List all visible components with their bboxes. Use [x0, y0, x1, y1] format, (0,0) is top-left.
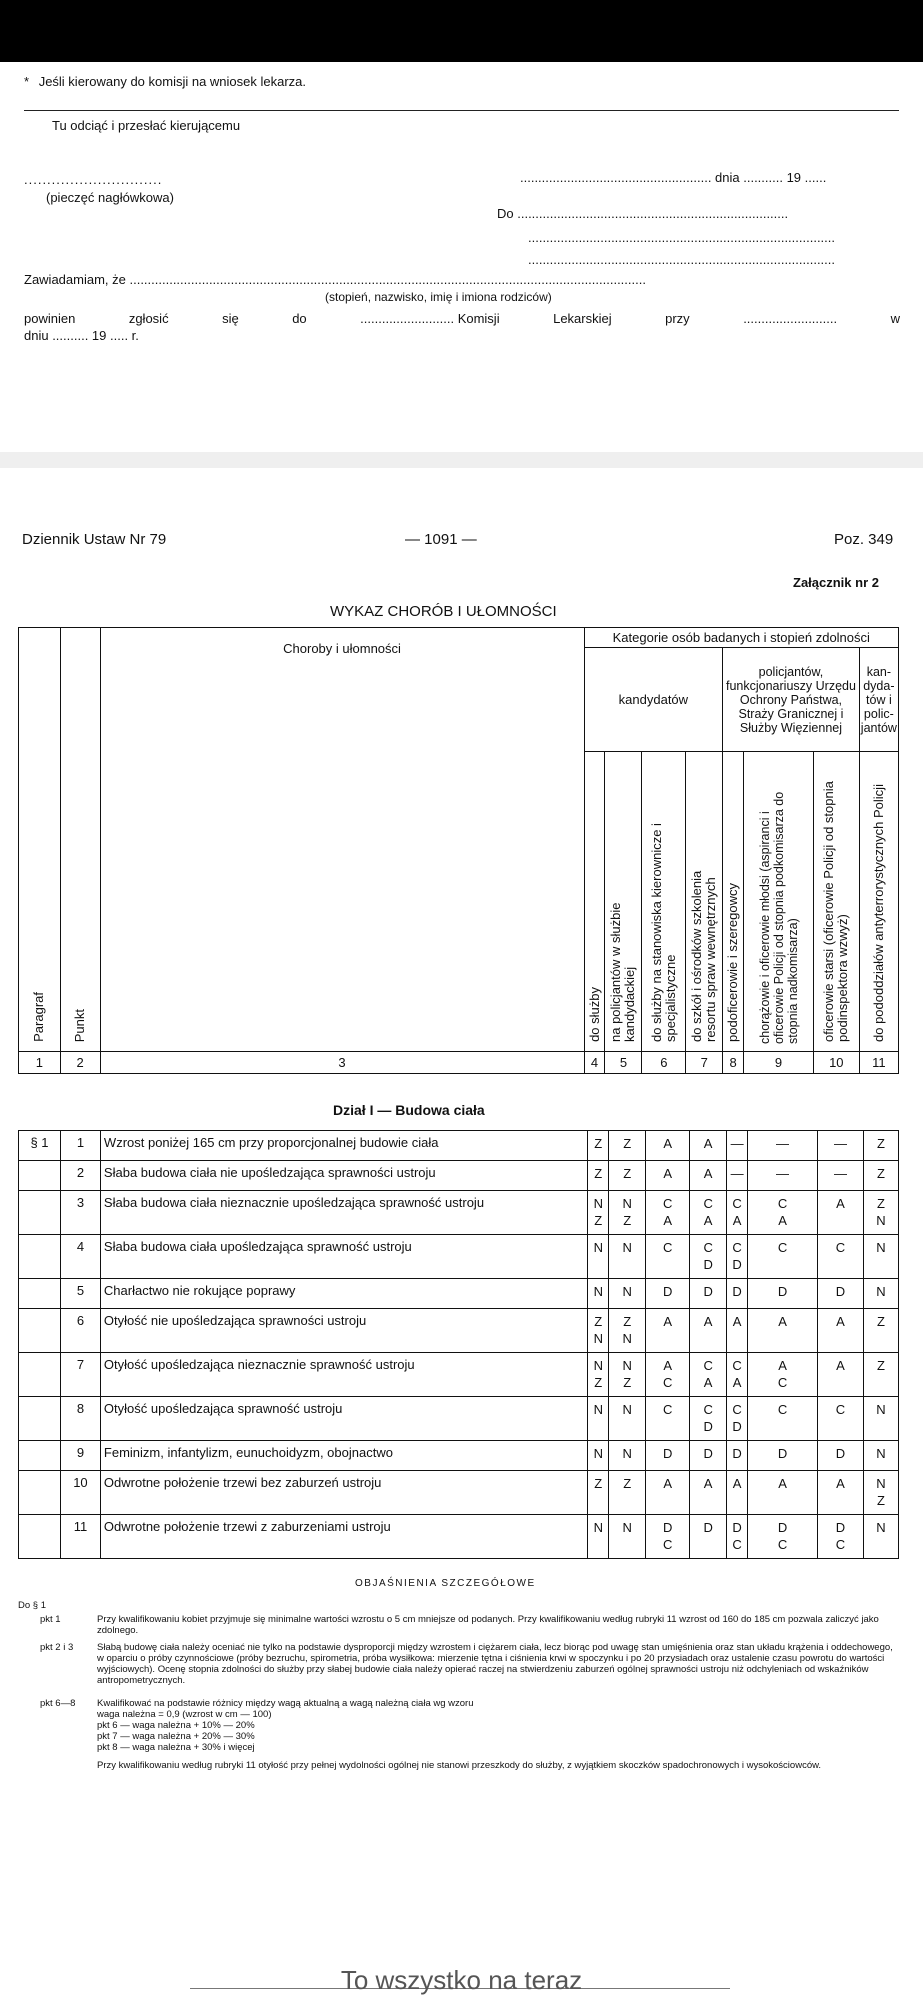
disease-name: Otyłość upośledzająca nieznacznie sprawność ustroju [100, 1353, 587, 1397]
point-cell: 5 [60, 1279, 100, 1309]
footnote [24, 74, 306, 89]
grade-cell: D [818, 1441, 864, 1471]
point-cell: 9 [60, 1441, 100, 1471]
grade-cell: D [748, 1441, 818, 1471]
disease-name: Odwrotne położenie trzewi z zaburzeniami ustroju [100, 1515, 587, 1559]
grade-cell: A [690, 1309, 727, 1353]
explanation-label: pkt 1 [40, 1614, 61, 1625]
col7-header: do szkół i ośrodków szkolenia resortu spraw wewnętrznych [686, 752, 723, 1052]
col8-header: podoficerowie i szeregowcy [723, 752, 744, 1052]
grade-cell: A [690, 1131, 727, 1161]
grade-cell: N [588, 1515, 609, 1559]
page-separator [0, 452, 923, 468]
grade-cell: D [748, 1279, 818, 1309]
grade-cell: A [727, 1471, 748, 1515]
addressee-line-3: ..................................................................................... [528, 252, 836, 267]
counter-terrorism-header: kan-dyda-tów i polic-jantów [859, 648, 898, 752]
column-number: 1 [19, 1052, 61, 1074]
final-note: Przy kwalifikowaniu według rubryki 11 otyłość przy pełnej wydolności ogólnej nie stanowi przeszkody do służby, z wyjątkiem skoczków spadochronowych i wysokościowców. [97, 1760, 822, 1771]
grade-cell: N Z [588, 1191, 609, 1235]
grade-cell: D [727, 1279, 748, 1309]
diseases-header: Choroby i ułomności [100, 628, 584, 1052]
point-cell: 8 [60, 1397, 100, 1441]
grade-cell: A [818, 1309, 864, 1353]
grade-cell: D [646, 1441, 690, 1471]
grade-cell: N [588, 1279, 609, 1309]
grade-cell: D C [727, 1515, 748, 1559]
date-line: ..................................................... dnia ........... 19 ...... [520, 170, 827, 185]
screen-top-bar [0, 0, 923, 62]
grade-cell: C D [690, 1397, 727, 1441]
grade-cell: N [863, 1515, 898, 1559]
grade-cell: Z [863, 1161, 898, 1191]
grade-cell: A [727, 1309, 748, 1353]
diseases-table [18, 1130, 899, 1559]
formula-line: pkt 8 — waga należna + 30% i więcej [97, 1742, 255, 1753]
grade-cell: A [818, 1191, 864, 1235]
grade-cell: Z [588, 1161, 609, 1191]
grade-cell: A [748, 1309, 818, 1353]
addressee-line-2: ..................................................................................... [528, 230, 836, 245]
grade-cell: Z [863, 1353, 898, 1397]
grade-cell: Z [588, 1131, 609, 1161]
grade-cell: Z [609, 1161, 646, 1191]
column-number: 3 [100, 1052, 584, 1074]
grade-cell: N [863, 1235, 898, 1279]
grade-cell: D [690, 1441, 727, 1471]
addressee-line: Do ........................................................................... [497, 206, 789, 221]
point-cell: 1 [60, 1131, 100, 1161]
table-row [19, 1235, 899, 1279]
grade-cell: Z N [863, 1191, 898, 1235]
explanation-label: pkt 2 i 3 [40, 1642, 74, 1653]
grade-cell: C [818, 1235, 864, 1279]
grade-cell: A [818, 1353, 864, 1397]
disease-name: Słaba budowa ciała nie upośledzająca sprawności ustroju [100, 1161, 587, 1191]
paragraph-cell [19, 1191, 61, 1235]
table-row [19, 1515, 899, 1559]
grade-cell: Z [609, 1471, 646, 1515]
col10-header: oficerowie starsi (oficerowie Policji od stopnia podinspektora wzwyż) [813, 752, 859, 1052]
column-number: 10 [813, 1052, 859, 1074]
disease-name: Odwrotne położenie trzewi bez zaburzeń ustroju [100, 1471, 587, 1515]
cut-instruction: Tu odciąć i przesłać kierującemu [52, 118, 241, 133]
column-number: 2 [60, 1052, 100, 1074]
grade-cell: — [727, 1131, 748, 1161]
paragraph-cell [19, 1515, 61, 1559]
disease-name: Słaba budowa ciała nieznacznie upośledzająca sprawność ustroju [100, 1191, 587, 1235]
report-line: powinien zgłosić się do .......................... Komisji Lekarskiej przy .......................... w [24, 311, 900, 326]
grade-cell: — [818, 1131, 864, 1161]
grade-cell: D [690, 1515, 727, 1559]
grade-cell: Z [863, 1309, 898, 1353]
grade-cell: C [748, 1397, 818, 1441]
column-number: 7 [686, 1052, 723, 1074]
grade-cell: — [748, 1161, 818, 1191]
explanation-text: Słabą budowę ciała należy oceniać nie tylko na podstawie dysproporcji między wzrostem i ciężarem ciała, lecz biorąc pod uwagę stan umięśnienia oraz stan układu krążenia i oddechowego, w oparciu o próby czynnościowe (próby bezruchu, spirometria, próba wysiłkowa: mierzenie tętna i ciśnienia krwi w spoczynku i po 20 przysiadach oraz ustalenie czasu powrotu do wartości wyjściowych). Ocenę stopnia zdolności do służby przy słabej budowie ciała należy opierać raczej na stwierdzeniu zaburzeń ogólnej sprawności ustroju niż odchyleniach od wskaźników antropometrycznych. [97, 1642, 893, 1686]
col4-header: do służby [584, 752, 605, 1052]
column-number: 8 [723, 1052, 744, 1074]
grade-cell: C A [727, 1191, 748, 1235]
grade-cell: A [646, 1131, 690, 1161]
bottom-caption: To wszystko na teraz [340, 1965, 583, 1995]
report-line-2: dniu .......... 19 ..... r. [24, 328, 139, 343]
grade-cell: N Z [863, 1471, 898, 1515]
grade-cell: N [609, 1397, 646, 1441]
grade-cell: N [863, 1279, 898, 1309]
paragraph-cell [19, 1471, 61, 1515]
point-cell: 10 [60, 1471, 100, 1515]
grade-cell: C [748, 1235, 818, 1279]
explanation-text: Przy kwalifikowaniu kobiet przyjmuje się minimalne wartości wzrostu o 5 cm mniejsze od podanych. Przy kwalifikowaniu według rubryki 11 wzrost od 160 do 185 cm pozwala zaliczyć jako zdolnego. [97, 1614, 879, 1636]
stamp-dots: .............................. [24, 172, 163, 187]
table-row [19, 1353, 899, 1397]
grade-cell: C D [690, 1235, 727, 1279]
grade-cell: A [646, 1309, 690, 1353]
grade-cell: D C [818, 1515, 864, 1559]
disease-name: Feminizm, infantylizm, eunuchoidyzm, obojnactwo [100, 1441, 587, 1471]
table-row [19, 1471, 899, 1515]
table-row [19, 1309, 899, 1353]
col5-header: na policjantów w służbie kandydackiej [605, 752, 642, 1052]
grade-cell: N [609, 1279, 646, 1309]
point-cell: 4 [60, 1235, 100, 1279]
grade-cell: C D [727, 1235, 748, 1279]
grade-cell: C A [748, 1191, 818, 1235]
grade-cell: N [609, 1235, 646, 1279]
grade-cell: N [588, 1441, 609, 1471]
section-title: Dział I — Budowa ciała [333, 1102, 485, 1118]
grade-cell: D [646, 1279, 690, 1309]
col11-header: do pododdziałów antyterrorystycznych Policji [859, 752, 898, 1052]
grade-cell: C A [727, 1353, 748, 1397]
journal-title: Dziennik Ustaw Nr 79 [22, 531, 167, 548]
grade-cell: A [748, 1471, 818, 1515]
paragraph-cell [19, 1441, 61, 1471]
annex-label: Załącznik nr 2 [793, 575, 879, 590]
grade-cell: N [588, 1397, 609, 1441]
grade-cell: N [609, 1515, 646, 1559]
formula-line: pkt 6 — waga należna + 10% — 20% [97, 1720, 255, 1731]
point-cell: 2 [60, 1161, 100, 1191]
footnote-text: Jeśli kierowany do komisji na wniosek lekarza. [38, 74, 307, 89]
cut-divider [24, 110, 899, 111]
asterisk-icon: * [24, 74, 30, 89]
grade-cell: N Z [588, 1353, 609, 1397]
formula-line: waga należna = 0,9 (wzrost w cm — 100) [97, 1709, 272, 1720]
grade-cell: C [646, 1235, 690, 1279]
paragraph-cell [19, 1397, 61, 1441]
paragraph-cell: § 1 [19, 1131, 61, 1161]
column-number: 9 [744, 1052, 814, 1074]
explanation-text: Kwalifikować na podstawie różnicy między wagą aktualną a wagą należną ciała wg wzoru [97, 1698, 474, 1709]
grade-cell: A C [748, 1353, 818, 1397]
grade-cell: C [646, 1397, 690, 1441]
paragraph-cell [19, 1235, 61, 1279]
grade-cell: A [690, 1471, 727, 1515]
grade-cell: D [690, 1279, 727, 1309]
point-header: Punkt [60, 628, 100, 1052]
header-table [18, 627, 899, 1074]
point-cell: 7 [60, 1353, 100, 1397]
table-row [19, 1191, 899, 1235]
grade-cell: Z [609, 1131, 646, 1161]
grade-cell: N [863, 1441, 898, 1471]
disease-name: Wzrost poniżej 165 cm przy proporcjonalnej budowie ciała [100, 1131, 587, 1161]
disease-name: Otyłość nie upośledzająca sprawności ustroju [100, 1309, 587, 1353]
point-cell: 6 [60, 1309, 100, 1353]
notify-caption: (stopień, nazwisko, imię i imiona rodziców) [325, 290, 552, 304]
grade-cell: C A [690, 1191, 727, 1235]
table-row [19, 1161, 899, 1191]
explanations-section: Do § 1 [18, 1600, 46, 1611]
point-cell: 11 [60, 1515, 100, 1559]
col9-header: chorążowie i oficerowie młodsi (aspiranci i oficerowie Policji od stopnia podkomisarza do stopnia nadkomisarza) [744, 752, 814, 1052]
grade-cell: N [863, 1397, 898, 1441]
disease-name: Charłactwo nie rokujące poprawy [100, 1279, 587, 1309]
grade-cell: C A [690, 1353, 727, 1397]
notify-line: Zawiadamiam, że ............................................................................................................................................... [24, 272, 646, 287]
page-number: — 1091 — [405, 531, 477, 548]
explanations-title: OBJAŚNIENIA SZCZEGÓŁOWE [355, 1578, 536, 1589]
grade-cell: Z N [609, 1309, 646, 1353]
categories-header: Kategorie osób badanych i stopień zdolności [584, 628, 898, 648]
grade-cell: C D [727, 1397, 748, 1441]
table-row [19, 1441, 899, 1471]
grade-cell: A [818, 1471, 864, 1515]
grade-cell: Z [588, 1471, 609, 1515]
grade-cell: N Z [609, 1353, 646, 1397]
grade-cell: A [646, 1161, 690, 1191]
grade-cell: N [588, 1235, 609, 1279]
grade-cell: A C [646, 1353, 690, 1397]
paragraph-cell [19, 1279, 61, 1309]
position-number: Poz. 349 [834, 531, 894, 548]
grade-cell: N [609, 1441, 646, 1471]
grade-cell: — [818, 1161, 864, 1191]
table-row [19, 1279, 899, 1309]
paragraph-header: Paragraf [19, 628, 61, 1052]
grade-cell: A [646, 1471, 690, 1515]
table-row [19, 1397, 899, 1441]
disease-name: Otyłość upośledzająca sprawność ustroju [100, 1397, 587, 1441]
column-number: 6 [642, 1052, 686, 1074]
grade-cell: Z [863, 1131, 898, 1161]
table-row [19, 1131, 899, 1161]
stamp-label: (pieczęć nagłówkowa) [46, 190, 174, 205]
list-title: WYKAZ CHORÓB I UŁOMNOŚCI [330, 603, 557, 620]
explanation-label: pkt 6—8 [40, 1698, 76, 1709]
point-cell: 3 [60, 1191, 100, 1235]
candidates-header: kandydatów [584, 648, 723, 752]
col6-header: do służby na stanowiska kierownicze i specjalistyczne [642, 752, 686, 1052]
grade-cell: D C [646, 1515, 690, 1559]
grade-cell: A [690, 1161, 727, 1191]
column-number: 5 [605, 1052, 642, 1074]
grade-cell: C A [646, 1191, 690, 1235]
column-number: 4 [584, 1052, 605, 1074]
grade-cell: N Z [609, 1191, 646, 1235]
formula-line: pkt 7 — waga należna + 20% — 30% [97, 1731, 255, 1742]
grade-cell: D [727, 1441, 748, 1471]
column-number: 11 [859, 1052, 898, 1074]
grade-cell: C [818, 1397, 864, 1441]
grade-cell: D [818, 1279, 864, 1309]
grade-cell: — [727, 1161, 748, 1191]
grade-cell: D C [748, 1515, 818, 1559]
officers-header: policjantów, funkcjonariuszy Urzędu Ochrony Państwa, Straży Granicznej i Służby Więziennej [723, 648, 860, 752]
disease-name: Słaba budowa ciała upośledzająca sprawność ustroju [100, 1235, 587, 1279]
grade-cell: Z N [588, 1309, 609, 1353]
paragraph-cell [19, 1161, 61, 1191]
paragraph-cell [19, 1353, 61, 1397]
paragraph-cell [19, 1309, 61, 1353]
grade-cell: — [748, 1131, 818, 1161]
